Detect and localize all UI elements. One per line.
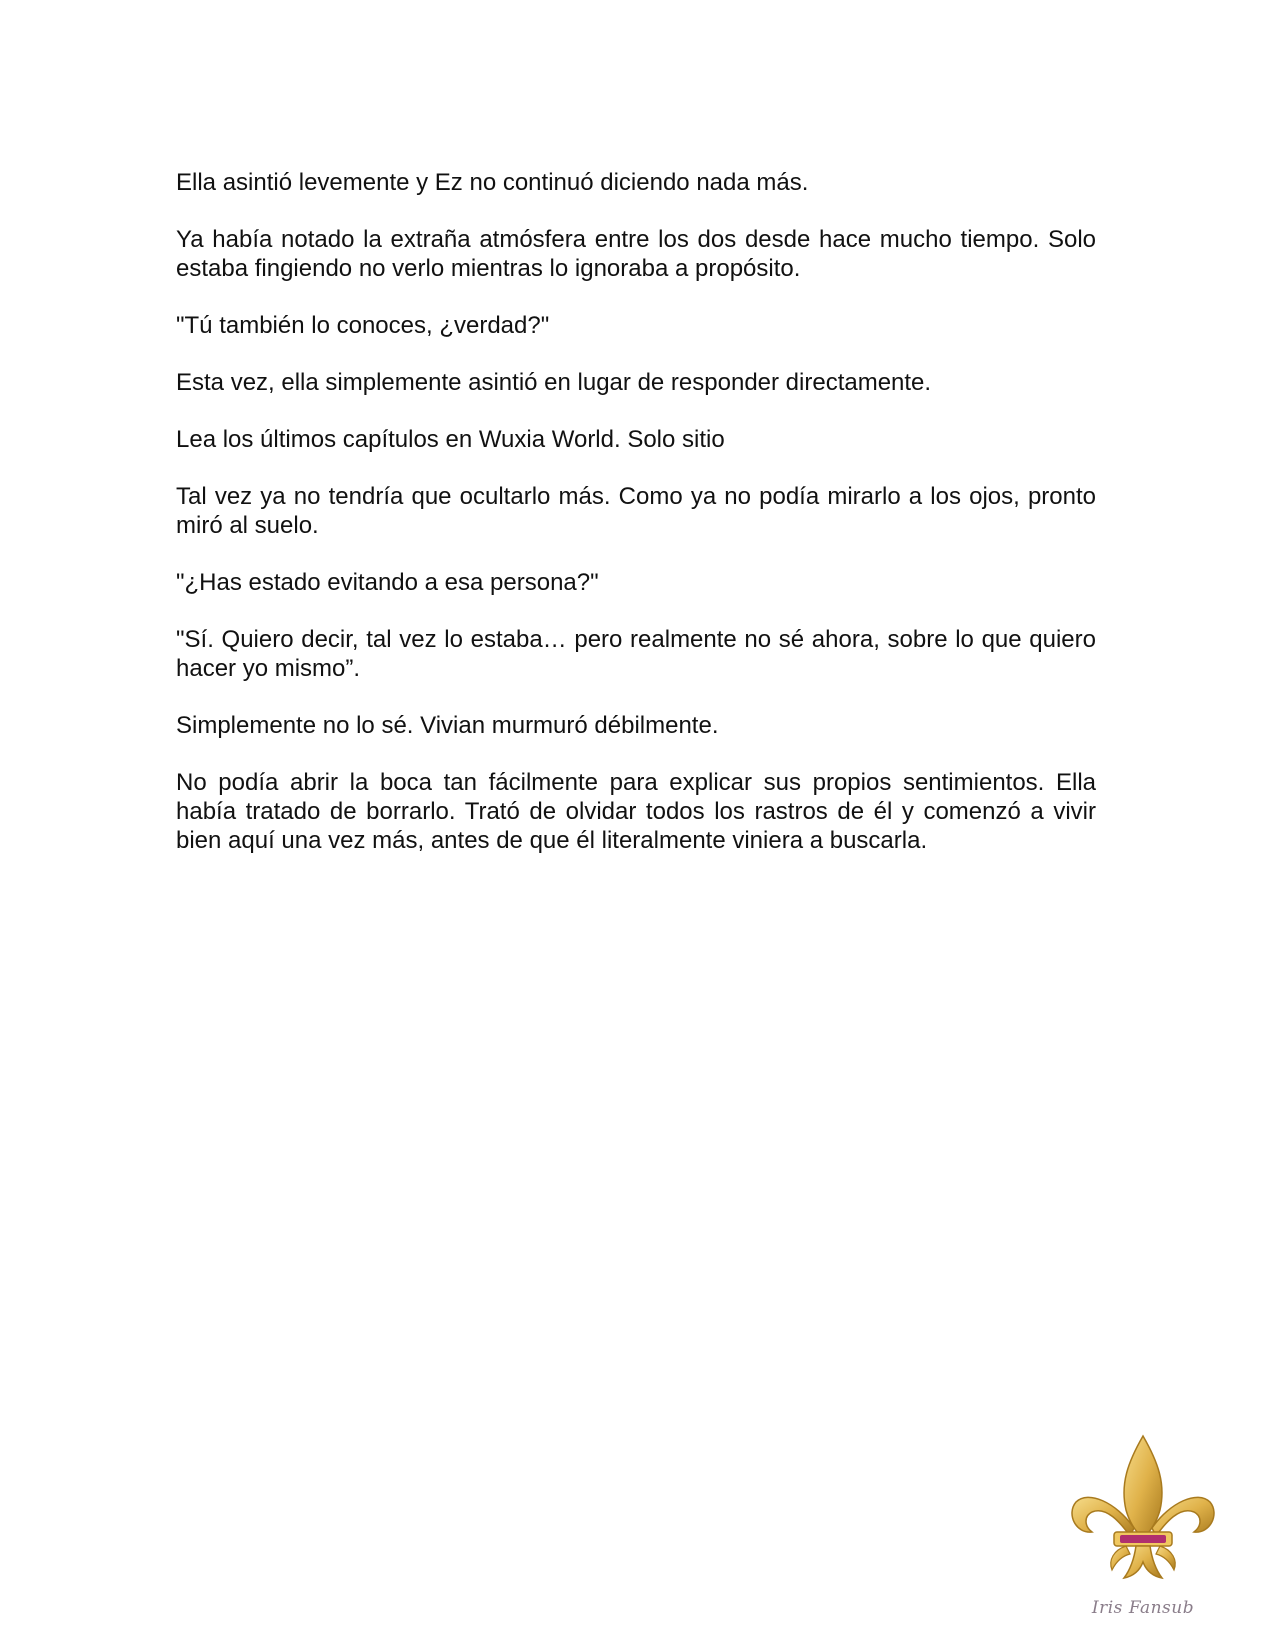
paragraph: Esta vez, ella simplemente asintió en lugar de responder directamente. <box>176 369 932 396</box>
paragraph: Lea los últimos capítulos en Wuxia World. Solo sitio <box>176 426 725 453</box>
paragraph: No podía abrir la boca tan fácilmente para explicar sus propios sentimientos. Ella había tratado de borrarlo. Trató de olvidar todos los rastros de él y comenzó a vivir bien aquí una vez más, antes de que él literalmente viniera a buscarla. <box>176 769 1096 854</box>
paragraph: "Tú también lo conoces, ¿verdad?" <box>176 312 550 339</box>
paragraph: Simplemente no lo sé. Vivian murmuró débilmente. <box>176 712 719 739</box>
paragraph: Ella asintió levemente y Ez no continuó diciendo nada más. <box>176 169 809 196</box>
paragraph: Tal vez ya no tendría que ocultarlo más. Como ya no podía mirarlo a los ojos, pronto miró al suelo. <box>176 483 1096 539</box>
document-body <box>176 168 1096 883</box>
fleur-de-lis-icon <box>1068 1432 1218 1597</box>
paragraph: "¿Has estado evitando a esa persona?" <box>176 569 599 596</box>
watermark-logo <box>1068 1432 1218 1632</box>
watermark-text: Iris Fansub <box>1091 1598 1195 1618</box>
paragraph: Ya había notado la extraña atmósfera entre los dos desde hace mucho tiempo. Solo estaba fingiendo no verlo mientras lo ignoraba a propósito. <box>176 226 1096 282</box>
paragraph: "Sí. Quiero decir, tal vez lo estaba… pero realmente no sé ahora, sobre lo que quiero hacer yo mismo”. <box>176 626 1096 682</box>
